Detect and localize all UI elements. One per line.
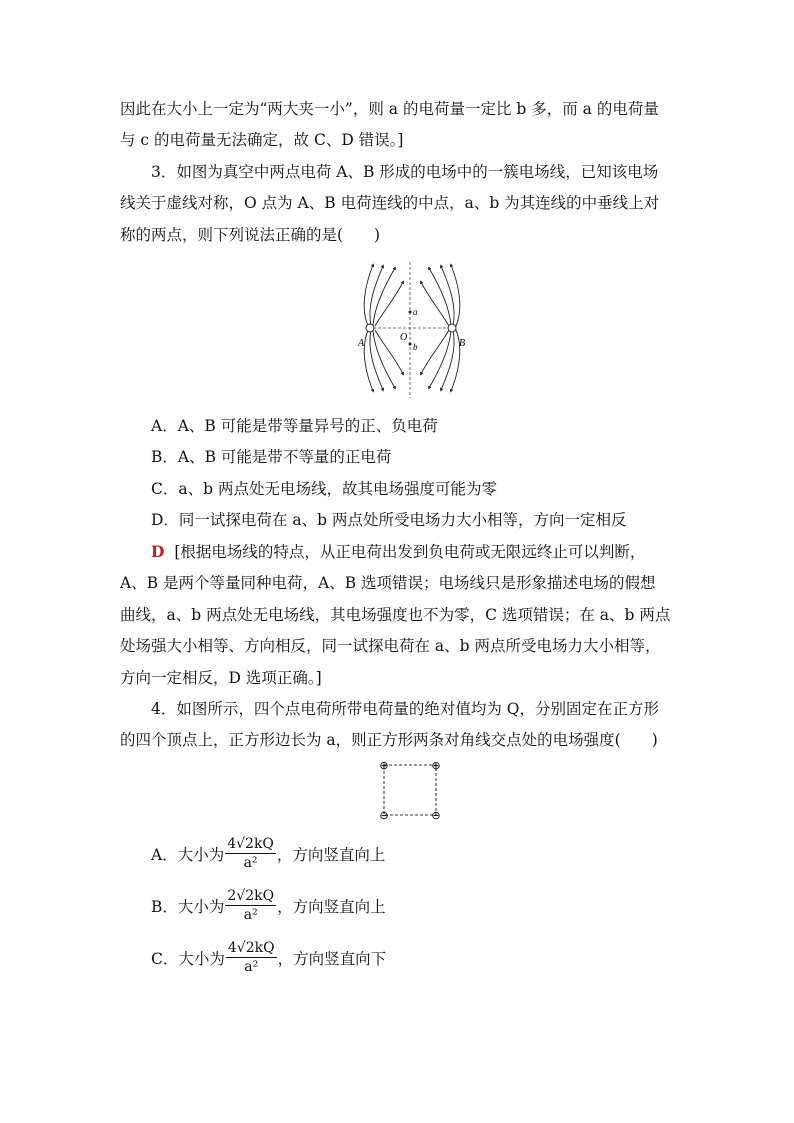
explain-text-1: [根据电场线的特点，从正电荷出发到负电荷或无限远终止可以判断，: [174, 543, 646, 561]
fraction-denominator: a²: [244, 959, 259, 975]
q3-explain-line-3: 曲线，a、b 两点处无电场线，其电场强度也不为零，C 选项错误；在 a、b 两点: [120, 606, 671, 624]
q4-option-b-prefix: B．大小为: [151, 897, 225, 916]
charge-top-right: ⊕: [431, 759, 441, 772]
q3-explain-line-1: [151, 540, 645, 562]
label-B: B: [459, 338, 466, 349]
intro-line-2: 与 c 的电荷量无法确定，故 C、D 错误。]: [120, 131, 404, 149]
label-a: a: [413, 307, 418, 317]
label-b: b: [413, 342, 418, 352]
q3-option-c: C．a、b 两点处无电场线，故其电场强度可能为零: [151, 480, 497, 498]
label-O: O: [400, 332, 408, 343]
fraction: [225, 887, 276, 924]
q4-option-c: [151, 939, 386, 976]
fraction-numerator: 4√2kQ: [227, 836, 274, 852]
charge-top-left: ⊕: [379, 759, 389, 772]
fraction-denominator: a²: [243, 907, 258, 923]
square-charges-figure: [374, 757, 446, 823]
q4-option-a: [151, 835, 385, 872]
q3-explain-line-5: 方向一定相反，D 选项正确。]: [120, 669, 322, 687]
q3-option-b: B．A、B 可能是带不等量的正电荷: [151, 448, 392, 466]
fraction-denominator: a²: [243, 855, 258, 871]
intro-line-1: 因此在大小上一定为“两大夹一小”，则 a 的电荷量一定比 b 多，而 a 的电荷量: [120, 100, 659, 118]
field-lines-figure: [355, 260, 475, 400]
fraction: [226, 939, 277, 976]
q3-option-a: A．A、B 可能是带等量异号的正、负电荷: [151, 417, 438, 435]
q3-option-d: D．同一试探电荷在 a、b 两点处所受电场力大小相等，方向一定相反: [151, 511, 627, 529]
answer-letter: D: [151, 542, 165, 561]
label-A: A: [358, 338, 365, 349]
q4-option-c-prefix: C．大小为: [151, 949, 225, 968]
q4-stem-line-2: 的四个顶点上，正方形边长为 a，则正方形两条对角线交点处的电场强度( ): [120, 731, 658, 749]
fraction-numerator: 2√2kQ: [227, 888, 275, 904]
q4-option-c-suffix: ，方向竖直向下: [277, 949, 387, 968]
q4-option-a-prefix: A．大小为: [151, 845, 225, 864]
q4-option-a-suffix: ，方向竖直向上: [276, 845, 386, 864]
fraction: [225, 835, 276, 872]
q3-stem-line-3: 称的两点，则下列说法正确的是( ): [120, 226, 381, 244]
q3-stem-line-2: 线关于虚线对称，O 点为 A、B 电荷连线的中点，a、b 为其连线的中垂线上对: [120, 194, 660, 212]
q4-stem-line-1: 4．如图所示，四个点电荷所带电荷量的绝对值均为 Q，分别固定在正方形: [151, 700, 659, 718]
q4-option-b: [151, 887, 386, 924]
q3-stem-line-1: 3．如图为真空中两点电荷 A、B 形成的电场中的一簇电场线，已知该电场: [151, 163, 659, 181]
charge-bottom-right: ⊖: [431, 809, 441, 822]
charge-bottom-left: ⊖: [379, 809, 389, 822]
q4-option-b-suffix: ，方向竖直向上: [277, 897, 386, 916]
q3-explain-line-2: A、B 是两个等量同种电荷，A、B 选项错误；电场线只是形象描述电场的假想: [120, 574, 656, 592]
fraction-numerator: 4√2kQ: [227, 940, 275, 956]
q3-explain-line-4: 处场强大小相等、方向相反，同一试探电荷在 a、b 两点所受电场力大小相等，: [120, 637, 661, 655]
